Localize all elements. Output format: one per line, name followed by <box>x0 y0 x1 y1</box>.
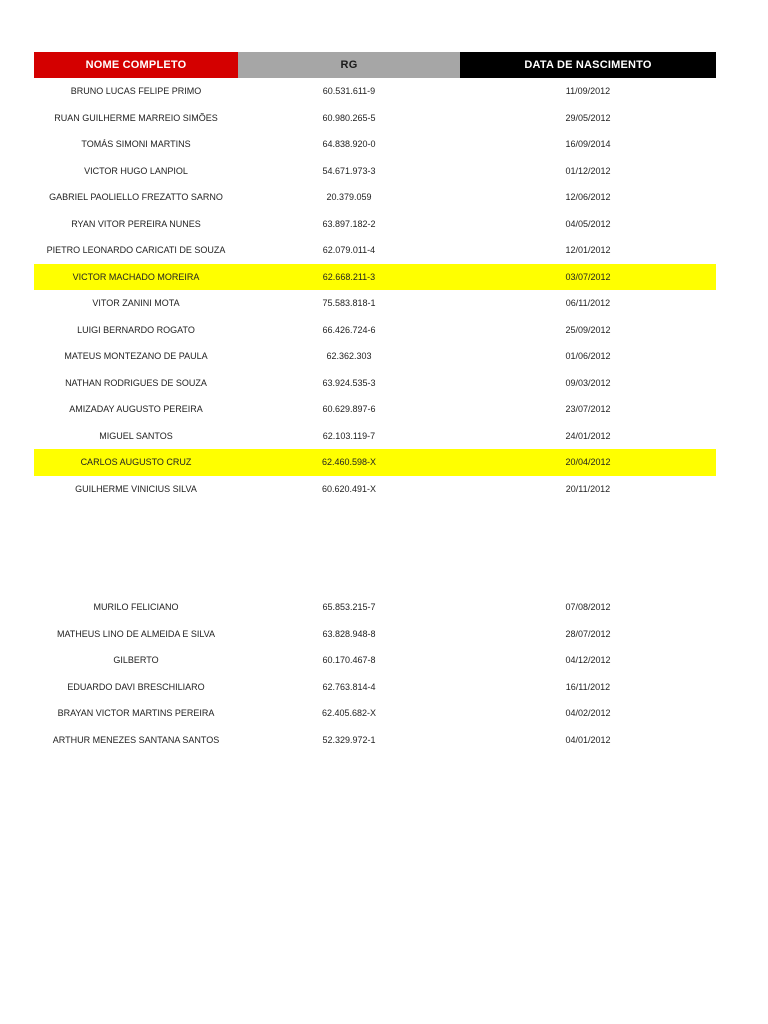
cell-birthdate: 16/11/2012 <box>565 681 611 692</box>
cell-name: GABRIEL PAOLIELLO FREZATTO SARNO <box>49 192 223 203</box>
table-row <box>34 423 716 450</box>
cell-name: EDUARDO DAVI BRESCHILIARO <box>67 681 205 692</box>
cell-name: AMIZADAY AUGUSTO PEREIRA <box>69 404 203 415</box>
header-name: NOME COMPLETO <box>34 52 238 78</box>
cell-name: MATEUS MONTEZANO DE PAULA <box>64 351 208 362</box>
cell-name: RYAN VITOR PEREIRA NUNES <box>71 218 201 229</box>
cell-name: CARLOS AUGUSTO CRUZ <box>80 457 192 468</box>
cell-birthdate: 04/05/2012 <box>565 218 611 229</box>
cell-birthdate: 07/08/2012 <box>565 602 611 613</box>
table-row <box>34 184 716 211</box>
cell-birthdate: 20/11/2012 <box>565 483 611 494</box>
cell-rg: 62.103.119-7 <box>322 430 376 441</box>
cell-rg: 63.828.948-8 <box>322 628 376 639</box>
cell-birthdate: 12/01/2012 <box>565 245 611 256</box>
cell-name: TOMÁS SIMONI MARTINS <box>81 139 191 150</box>
table-row <box>34 449 716 476</box>
table-row <box>34 78 716 105</box>
cell-birthdate: 11/09/2012 <box>565 86 611 97</box>
cell-birthdate: 29/05/2012 <box>565 112 611 123</box>
cell-birthdate: 23/07/2012 <box>565 404 611 415</box>
student-table <box>34 52 716 502</box>
cell-name: VITOR ZANINI MOTA <box>92 298 180 309</box>
cell-rg: 62.405.682-X <box>321 708 377 719</box>
header-birthdate: DATA DE NASCIMENTO <box>460 52 716 78</box>
cell-rg: 62.763.814-4 <box>322 681 376 692</box>
cell-rg: 62.668.211-3 <box>322 271 376 282</box>
cell-rg: 62.460.598-X <box>321 457 377 468</box>
table-row <box>34 131 716 158</box>
cell-name: BRUNO LUCAS FELIPE PRIMO <box>70 86 202 97</box>
cell-rg: 62.079.011-4 <box>322 245 376 256</box>
cell-birthdate: 12/06/2012 <box>565 192 611 203</box>
table-row <box>34 290 716 317</box>
cell-name: NATHAN RODRIGUES DE SOUZA <box>65 377 207 388</box>
cell-birthdate: 16/09/2014 <box>565 139 611 150</box>
cell-birthdate: 25/09/2012 <box>565 324 611 335</box>
cell-rg: 60.980.265-5 <box>322 112 376 123</box>
cell-rg: 52.329.972-1 <box>322 734 376 745</box>
cell-rg: 66.426.724-6 <box>322 324 376 335</box>
cell-birthdate: 24/01/2012 <box>565 430 611 441</box>
cell-rg: 75.583.818-1 <box>322 298 376 309</box>
cell-birthdate: 03/07/2012 <box>565 271 611 282</box>
cell-rg: 60.531.611-9 <box>322 86 376 97</box>
cell-rg: 63.897.182-2 <box>322 218 376 229</box>
cell-name: BRAYAN VICTOR MARTINS PEREIRA <box>57 708 215 719</box>
cell-name: RUAN GUILHERME MARREIO SIMÕES <box>54 112 218 123</box>
cell-birthdate: 01/12/2012 <box>565 165 611 176</box>
cell-name: GUILHERME VINICIUS SILVA <box>75 483 197 494</box>
table-row <box>34 105 716 132</box>
cell-rg: 65.853.215-7 <box>322 602 376 613</box>
cell-name: GILBERTO <box>113 655 159 666</box>
cell-name: PIETRO LEONARDO CARICATI DE SOUZA <box>46 245 226 256</box>
cell-rg: 60.620.491-X <box>321 483 377 494</box>
cell-birthdate: 04/01/2012 <box>565 734 611 745</box>
cell-name: MATHEUS LINO DE ALMEIDA E SILVA <box>56 628 216 639</box>
table-header <box>34 52 716 78</box>
table-row <box>34 237 716 264</box>
cell-birthdate: 01/06/2012 <box>565 351 611 362</box>
cell-name: VICTOR MACHADO MOREIRA <box>72 271 200 282</box>
cell-rg: 60.629.897-6 <box>322 404 376 415</box>
cell-rg: 64.838.920-0 <box>322 139 376 150</box>
cell-birthdate: 09/03/2012 <box>565 377 611 388</box>
table-row <box>34 476 716 503</box>
cell-name: MIGUEL SANTOS <box>99 430 173 441</box>
table-row <box>34 317 716 344</box>
table-row <box>34 211 716 238</box>
cell-rg: 60.170.467-8 <box>322 655 376 666</box>
table-row <box>34 700 716 727</box>
cell-birthdate: 04/12/2012 <box>565 655 611 666</box>
cell-birthdate: 06/11/2012 <box>565 298 611 309</box>
cell-rg: 54.671.973-3 <box>322 165 376 176</box>
table-row <box>34 674 716 701</box>
table-row <box>34 343 716 370</box>
cell-name: MURILO FELICIANO <box>93 602 179 613</box>
cell-rg: 63.924.535-3 <box>322 377 376 388</box>
table-row <box>34 158 716 185</box>
cell-birthdate: 20/04/2012 <box>565 457 611 468</box>
table-row <box>34 647 716 674</box>
table-body-group-1 <box>34 78 716 502</box>
table-body-group-2 <box>34 594 716 753</box>
cell-name: ARTHUR MENEZES SANTANA SANTOS <box>52 734 220 745</box>
cell-birthdate: 04/02/2012 <box>565 708 611 719</box>
cell-birthdate: 28/07/2012 <box>565 628 611 639</box>
table-row <box>34 621 716 648</box>
table-row <box>34 396 716 423</box>
table-row <box>34 727 716 754</box>
cell-name: LUIGI BERNARDO ROGATO <box>77 324 195 335</box>
table-row <box>34 370 716 397</box>
table-row <box>34 264 716 291</box>
table-row <box>34 594 716 621</box>
cell-rg: 62.362.303 <box>326 351 372 362</box>
header-rg: RG <box>238 52 460 78</box>
cell-name: VICTOR HUGO LANPIOL <box>84 165 188 176</box>
cell-rg: 20.379.059 <box>326 192 372 203</box>
